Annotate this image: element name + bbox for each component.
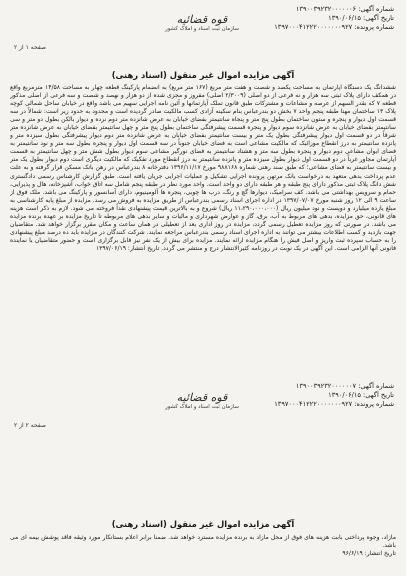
organization-name: سازمان ثبت اسناد و املاک کشور <box>165 26 239 32</box>
notice-2-body-container <box>10 534 396 570</box>
notice-2-date: تاریخ آگهی: ۱۳۹۰/۰۶/۱۵ <box>328 391 394 400</box>
notice-2-emblem <box>160 392 244 416</box>
judiciary-logo: قوه قضائیه <box>176 391 228 404</box>
notice-1-date: تاریخ آگهی: ۱۳۹۰/۰۶/۱۵ <box>328 14 394 23</box>
notice-2-number: شماره آگهی: ۱۳۹۰۰۳۹۲۳۲۰۰۰۰۰۰۷ <box>295 382 394 390</box>
notice-1-body: ششدانگ یک دستگاه آپارتمان به مساحت یکصد و شصت و هفت متر مربع (۱۶۷ متر مربع) به انضمام پارکینگ قطعه چهار به مساحت ۱۴/۵۸ مترمربع واقع در همکف دارای پلاک ثبتی سه هزار و نه فرعی از دو اصلی (۲/۳۰۰۹ اصلی) مفروز و مجزی شده از دو هزار و نهصد و شصت و سه فرعی از اصلی مذکور قطعه ۷ که بقدر السهم از عرصه و مشاعات و مشترکات طبق قانون تملک آپارتمانها و آئین نامه اجرایی سهیم می باشد واقع در خیابان ساحل شمالی کوچه پلاک ۱۳ ساختمان مهتا طبقه پنجم واحد ۷ بخش دو بندرعباس بنام سکینه آزادی کسب مالکیت صادر گردیده است و محدود به حدود زیر است: شمالاً در سه قسمت اول دیوار و پنجره و ستون ساختمان بطول پنج متر و پنجاه سانتیمتر بفضای خیابان به عرض شانزده متر دوم نرده و دیوار بالکن بطول دو متر و سی سانتیمتر بفضای خیابان به عرض شانزده سوم دیوار و پنجره قسمت پیشرفتگی ساختمان بطول پنج متر و چهل سانتیمتر بفضای خیابان به عرض شانزده متر شرقاً در دو قسمت اول دیوار پیشرفتگی بطول یک متر و بیست سانتیمتر بفضای خیابان به عرض شانزده متر دوم دیوار پیشرفتگی بطول سیزده متر و پانزده سانتیمتر به درز انقطاع موزائیک که مالکیت مشاعی است به فضای خیابان جنوباً در سه قسمت اول دیوار و پنجره بطول سه متر و نود سانتیمتر به فضای ایوان مشاعی دوم دیوار و پنجره بطول سه متر و هشتاد سانتیمتر به فضای نورگیر مشاعی سوم دیوار بطول شش متر و چهل سانتیمتر به قسمت آپارتمان مجاور غرباً در دو قسمت اول دیوار بطول سیزده متر و پانزده سانتیمتر به درز انقطاع مورد تفکیک که مالکیت دیگری است دوم دیوار بطول یک متر و بیست سانتیمتر به فضای مشاعی؛ که طبق سند رهنی شماره ۹۸۸۱۶۸ مورخ ۱۳۹۶/۱۱/۱۷ دفترخانه ۸ بندرعباس در رهن بانک مسکن قرار گرفته و به علت عدم پرداخت بدهی متعهد به درخواست بانک مرتهن پرونده اجرایی تشکیل و عملیات اجرایی جریان یافته است. طبق گزارش کارشناس رسمی دادگستری شش دانگ پلاک ثبتی مذکور دارای پنج طبقه و هر طبقه دارای دو واحد است. واحد مورد نظر در طبقه پنجم شامل سه اتاق خواب، آشپزخانه، هال و پذیرایی، حمام و سرویس بهداشتی می باشد. کف سرامیک، دیوارها گچ و رنگ، درب ها چوبی، پنجره ها آلومینیوم، دارای آسانسور و پارکینگ می باشد. ملک فوق از ساعت ۹ الی ۱۲ روز شنبه مورخ ۱۳۹۷/۰۷/۰۷ در اداره اجرای اسناد رسمی بندرعباس از طریق مزایده به فروش می رسد. مزایده از مبلغ پایه کارشناسی به مبلغ یازده میلیارد و دویست و نود میلیون ریال (۱۱،۲۹۰،۰۰۰،۰۰۰ ریال) شروع و به بالاترین قیمت پیشنهادی نقداً فروخته می شود. لازم به ذکر است هزینه های قانونی، حق مزایده، بدهی های مربوط به آب، برق، گاز و عوارض شهرداری و مالیات و سایر بدهی های مربوطه تا تاریخ مزایده بر عهده برنده مزایده می باشد. در صورتی که روز مزایده تعطیل رسمی گردد، مزایده در روز اداری بعد از تعطیلی در همان ساعت و مکان مقرر برگزار خواهد شد. متقاضیان جهت بازدید و کسب اطلاعات بیشتر می توانند به اداره اجرای اسناد رسمی بندرعباس مراجعه نمایند. شرکت کنندگان در مزایده باید ده درصد مبلغ پیشنهادی را به حساب سپرده ثبت واریز و اصل فیش را هنگام مزایده ارائه نمایند. مزایده برای بیش از یک نفر نیز قابل برگزاری است و حضور متقاضیان یا نماینده قانونی آنها الزامی است. این آگهی در یک نوبت در روزنامه کثیرالانتشار درج و منتشر می گردد. تاریخ انتشار: ۱۳۹۷/۰۶/۱۹ <box>10 84 396 252</box>
notice-1-file-number: شماره پرونده: ۱۳۹۷۰۰۰۴۱۲۲۲۰۰۰۰۰۰۰۹۲۷ <box>274 23 394 32</box>
notice-2-file-number: شماره پرونده: ۱۳۹۷۰۰۰۴۱۲۲۲۰۰۰۰۰۰۰۹۲۷ <box>274 400 394 409</box>
notice-2-title: آگهی مزایده اموال غیر منقول (اسناد رهنی) <box>111 519 295 529</box>
notice-1-emblem <box>160 14 244 38</box>
judiciary-logo: قوه قضائیه <box>176 13 228 26</box>
notice-2-body: مازاد، وجوه پرداختی بابت هزینه های فوق از محل مازاد به برنده مزایده مسترد خواهد شد. ضمنا برابر اعلام بستانکار مورد وثیقه فاقد پوشش بیمه ای می باشد. <box>10 534 396 550</box>
notice-1-title: آگهی مزایده اموال غیر منقول (اسناد رهنی) <box>111 70 295 80</box>
notice-2-meta <box>274 382 394 410</box>
notice-2-page-number: صفحه ۲ از ۲ <box>14 422 46 429</box>
notice-1-number: شماره آگهی: ۱۳۹۰۰۳۹۲۳۲۰۰۰۰۰۰۶ <box>295 5 394 13</box>
organization-name: سازمان ثبت اسناد و املاک کشور <box>165 404 239 410</box>
notice-1-meta <box>274 5 394 33</box>
notice-2-publish-date: تاریخ انتشار: ۹۶/۶/۱۹ <box>342 550 396 558</box>
notice-1-page-number: صفحه ۱ از ۲ <box>14 44 46 51</box>
